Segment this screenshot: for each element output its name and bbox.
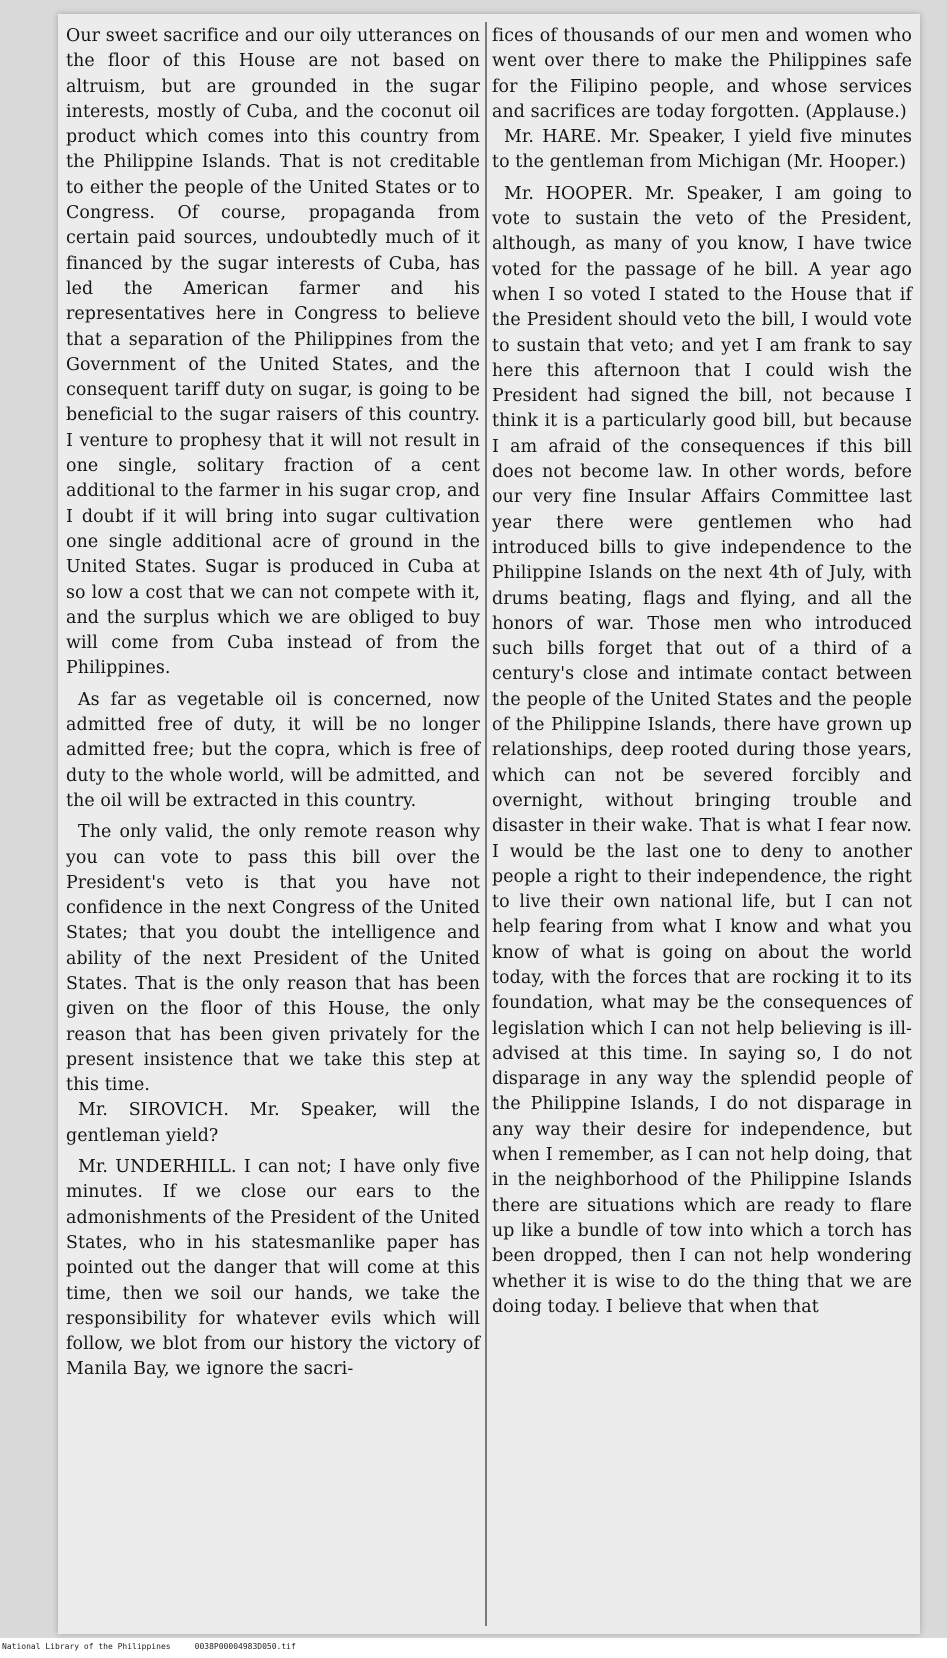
paragraph: Mr. HARE. Mr. Speaker, I yield five minutes to the gentleman from Michigan (Mr. Hooper.) bbox=[492, 127, 912, 173]
paragraph: Mr. HOOPER. Mr. Speaker, I am going to vote to sustain the veto of the President, although, as many of you know, I have twice voted for the passage of he bill. A year ago when I so voted I stated to the House that if the President should veto the bill, I would vote to sustain that veto; and yet I am frank to say here this afternoon that I could wish the President had signed the bill, not because I think it is a particularly good bill, but because I am afraid of the consequences if this bill does not become law. In other words, before our very fine Insular Affairs Committee last year there were gentlemen who had introduced bills to give independence to the Philippine Islands on the next 4th of July, with drums beating, flags and flying, and all the honors of war. Those men who introduced such bills forget that out of a third of a century's close and intimate contact between the people of the United States and the people of the Philippine Islands, there have grown up relationships, deep rooted during those years, which can not be severed forcibly and overnight, without bringing trouble and disaster in their wake. That is what I fear now. I would be the last one to deny to another people a right to their independence, the right to live their own national life, but I can not help fearing from what I know and what you know of what is going on about the world today, with the forces that are rocking it to its foundation, what may be the consequences of legislation which I can not help believing is ill-advised at this time. In saying so, I do not disparage in any way the splendid people of the Philippine Islands, I do not disparage in any way their desire for independence, but when I remember, as I can not help doing, that in the neighborhood of the Philippine Islands there are situations which are ready to flare up like a bundle of tow into which a torch has been dropped, then I can not help wondering whether it is wise to do the thing that we are doing today. I believe that when that bbox=[492, 183, 912, 1317]
paragraph: Mr. UNDERHILL. I can not; I have only five minutes. If we close our ears to the admonishments of the President of the United States, who in his statesmanlike paper has pointed out the danger that will come at this time, then we soil our hands, we take the responsibility for whatever evils which will follow, we blot from our history the victory of Manila Bay, we ignore the sacri- bbox=[66, 1157, 480, 1380]
paragraph: Our sweet sacrifice and our oily utterances on the floor of this House are not based on altruism, but are grounded in the sugar interests, mostly of Cuba, and the coconut oil product which comes into this country from the Philippine Islands. That is not creditable to either the people of the United States or to Congress. Of course, propaganda from certain paid sources, undoubtedly much of it financed by the sugar interests of Cuba, has led the American farmer and his representatives here in Congress to believe that a separation of the Philippines from the Government of the United States, and the consequent tariff duty on sugar, is going to be beneficial to the sugar raisers of this country. I venture to prophesy that it will not result in one single, solitary fraction of a cent additional to the farmer in his sugar crop, and I doubt if it will bring into sugar cultivation one single additional acre of ground in the United States. Sugar is produced in Cuba at so low a cost that we can not compete with it, and the surplus which we are obliged to buy will come from Cuba instead of from the Philippines. bbox=[66, 26, 480, 679]
paragraph: As far as vegetable oil is concerned, now admitted free of duty, it will be no longer admitted free; but the copra, which is free of duty to the whole world, will be admitted, and the oil will be extracted in this country. bbox=[66, 689, 480, 811]
right-column bbox=[492, 24, 912, 1320]
left-column bbox=[66, 24, 480, 1383]
paragraph: The only valid, the only remote reason why you can vote to pass this bill over the President's veto is that you have not confidence in the next Congress of the United States; that you doubt the intelligence and ability of the next President of the United States. That is the only reason that has been given on the floor of this House, the only reason that has been given privately for the present insistence that we take this step at this time. bbox=[66, 822, 480, 1096]
archive-footer: National Library of the Philippines 0038P00004983D050.tif bbox=[2, 1642, 296, 1651]
column-divider bbox=[485, 22, 487, 1626]
newspaper-clipping bbox=[58, 14, 920, 1634]
paragraph: Mr. SIROVICH. Mr. Speaker, will the gentleman yield? bbox=[66, 1100, 480, 1146]
paragraph: fices of thousands of our men and women who went over there to make the Philippines safe for the Filipino people, and whose services and sacrifices are today forgotten. (Applause.) bbox=[492, 26, 912, 122]
